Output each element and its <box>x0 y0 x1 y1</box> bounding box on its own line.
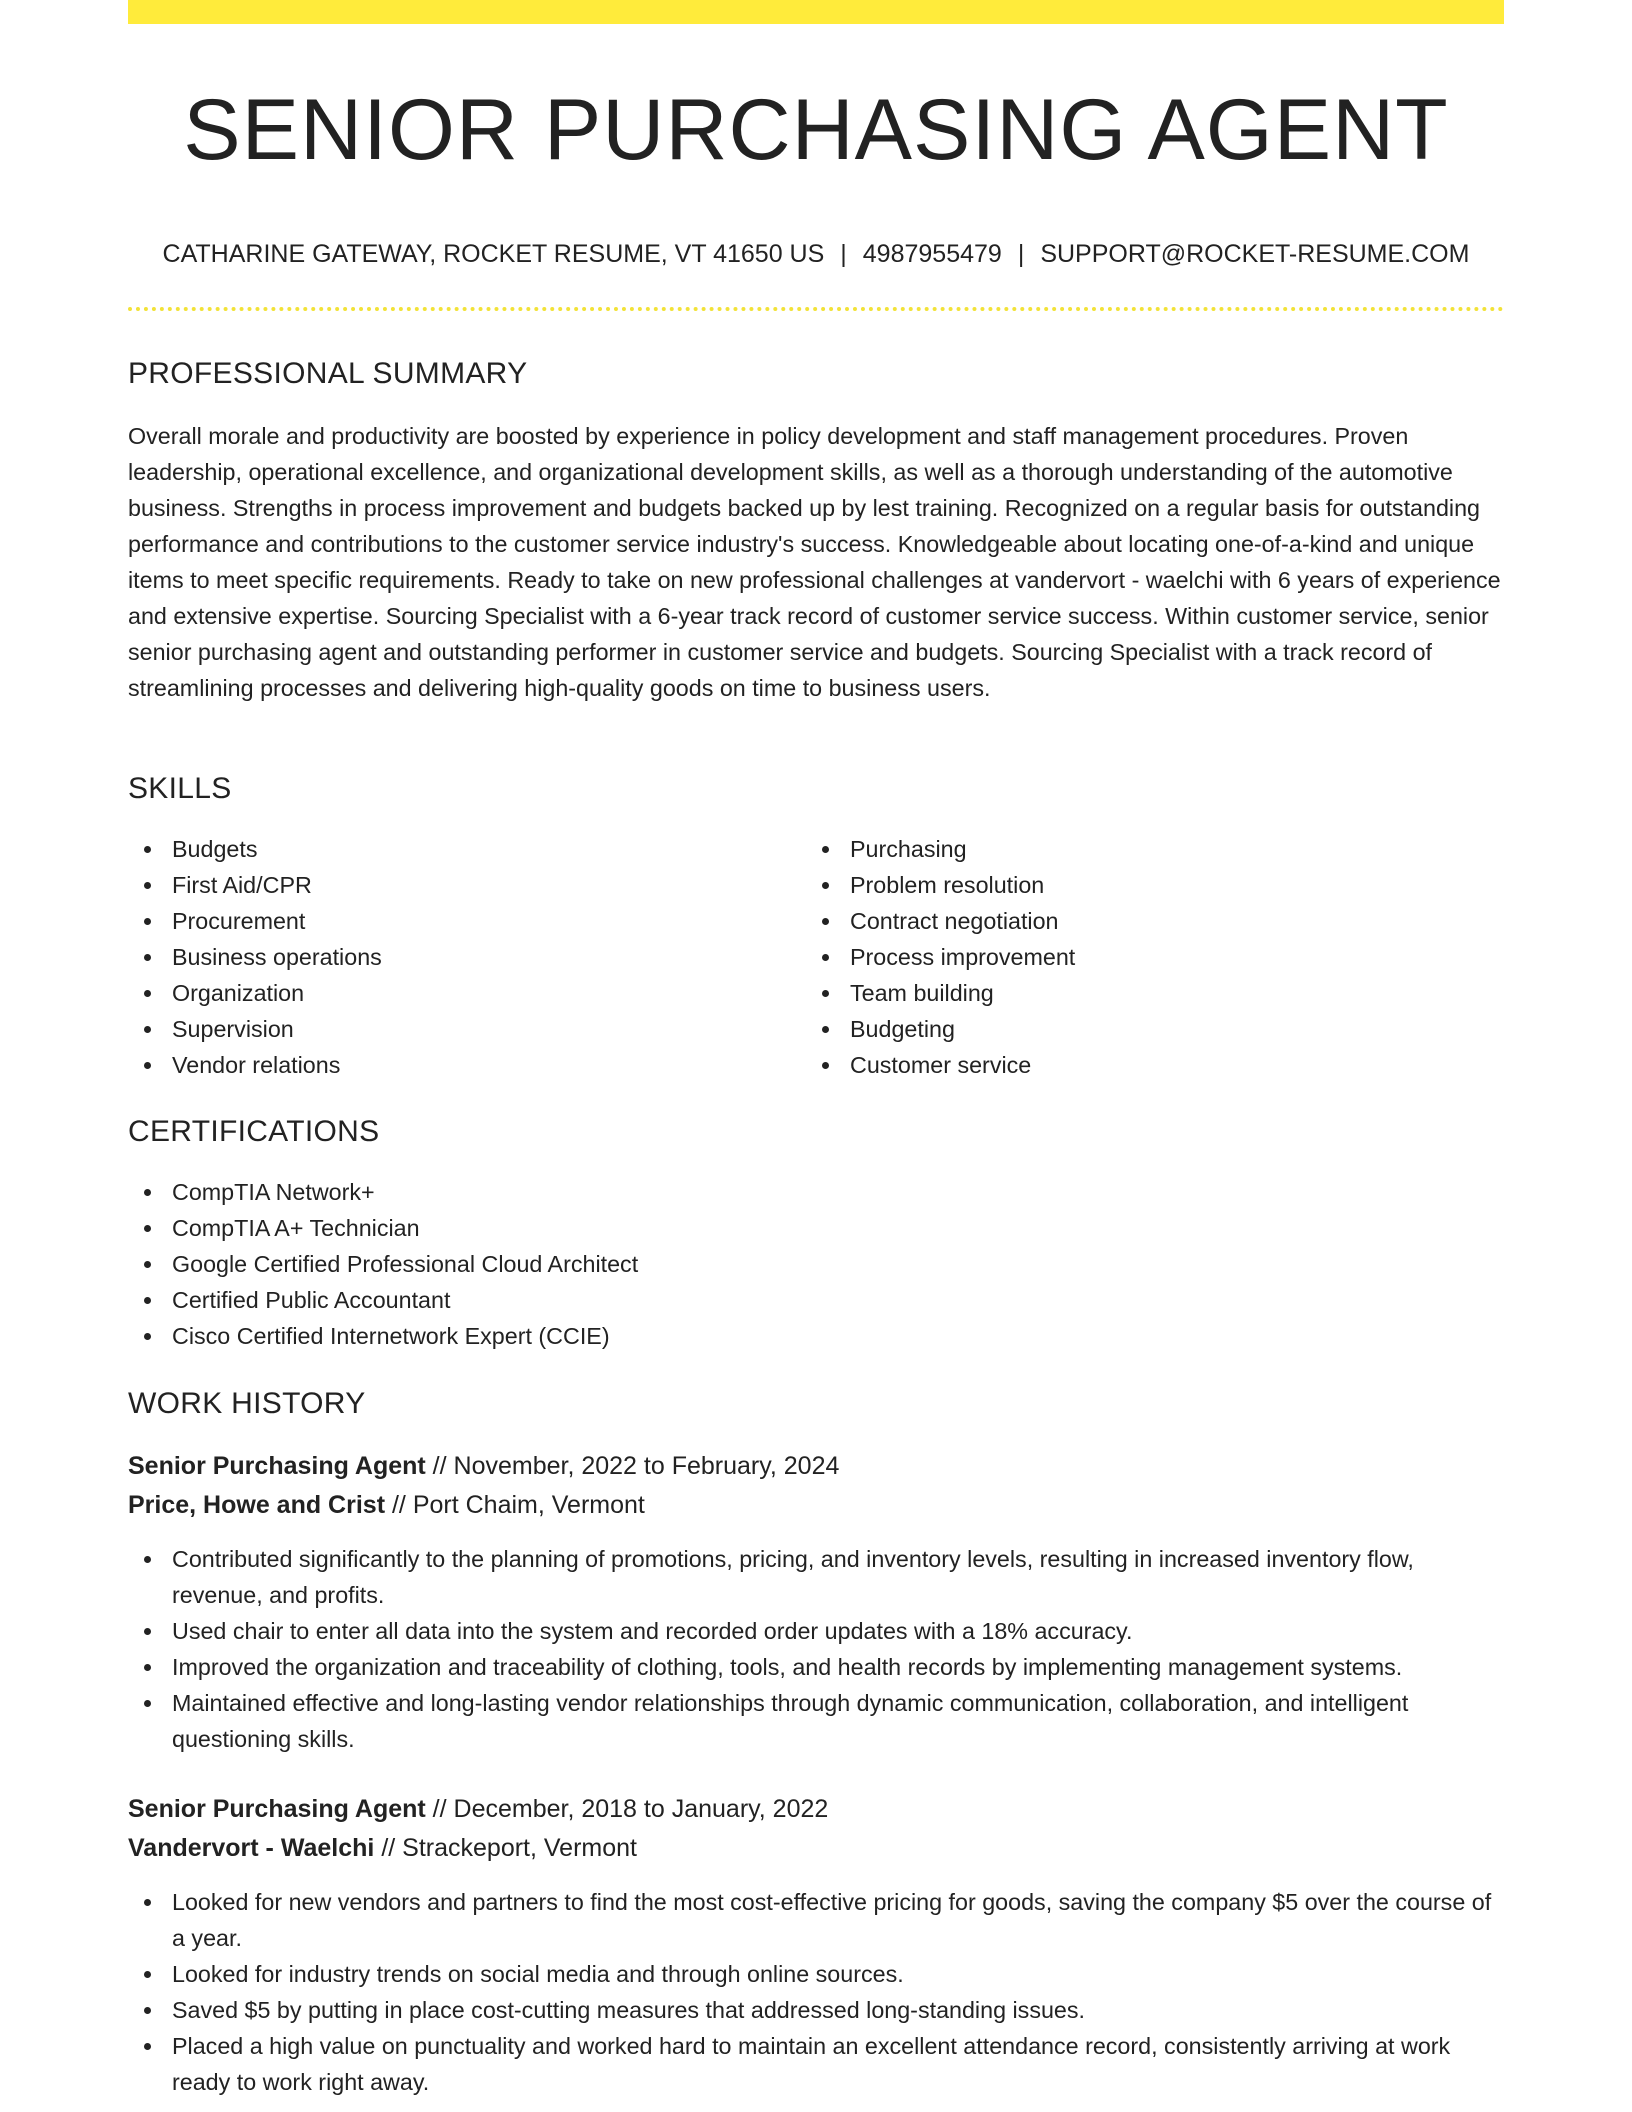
skill-item: Supervision <box>128 1011 788 1047</box>
contact-separator: | <box>840 240 847 268</box>
job-company-line <box>128 1486 1504 1524</box>
summary-text: Overall morale and productivity are boosted by experience in policy development and staff management procedures. Proven leadership, operational excellence, and organizational development skills, as well as a thorough understanding of the automotive business. Strengths in process improvement and budgets backed up by lest training. Recognized on a regular basis for outstanding performance and contributions to the customer service industry's success. Knowledgeable about locating one-of-a-kind and unique items to meet specific requirements. Ready to take on new professional challenges at vandervort - waelchi with 6 years of experience and extensive expertise. Sourcing Specialist with a 6-year track record of customer service success. Within customer service, senior senior purchasing agent and outstanding performer in customer service and budgets. Sourcing Specialist with a track record of streamlining processes and delivering high-quality goods on time to business users. <box>128 423 1501 701</box>
skill-item: Business operations <box>128 939 788 975</box>
job-company: Price, Howe and Crist <box>128 1491 386 1519</box>
job-bullet-list <box>128 1884 1504 2100</box>
skill-item: Organization <box>128 975 788 1011</box>
certification-item: Cisco Certified Internetwork Expert (CCIE) <box>128 1318 1504 1354</box>
skill-item: Process improvement <box>806 939 1466 975</box>
contact-phone: 4987955479 <box>862 240 1002 268</box>
job-bullet-list <box>128 1541 1504 1757</box>
job-bullet: Looked for new vendors and partners to find the most cost-effective pricing for goods, saving the company $5 over the course of a year. <box>128 1884 1504 1956</box>
job-title: Senior Purchasing Agent <box>128 1795 426 1823</box>
skill-item: Budgeting <box>806 1011 1466 1047</box>
job-bullet: Placed a high value on punctuality and worked hard to maintain an excellent attendance record, consistently arriving at work ready to work right away. <box>128 2028 1504 2100</box>
contact-address: CATHARINE GATEWAY, ROCKET RESUME, VT 41650 US <box>162 240 825 268</box>
job-bullet: Contributed significantly to the planning of promotions, pricing, and inventory levels, resulting in increased inventory flow, revenue, and profits. <box>128 1541 1504 1613</box>
certification-item: Google Certified Professional Cloud Architect <box>128 1246 1504 1282</box>
skill-item: Purchasing <box>806 831 1466 867</box>
skill-item: First Aid/CPR <box>128 867 788 903</box>
job-company-line <box>128 1829 1504 1867</box>
skill-item: Contract negotiation <box>806 903 1466 939</box>
work-history-heading: WORK HISTORY <box>128 1387 366 1420</box>
job-title: Senior Purchasing Agent <box>128 1452 426 1480</box>
job-location: // Strackeport, Vermont <box>374 1834 637 1862</box>
contact-line <box>128 236 1504 272</box>
certification-item: CompTIA A+ Technician <box>128 1210 1504 1246</box>
skill-item: Vendor relations <box>128 1047 788 1083</box>
certifications-heading: CERTIFICATIONS <box>128 1115 380 1148</box>
skills-heading: SKILLS <box>128 772 232 805</box>
contact-separator: | <box>1017 240 1025 268</box>
job-dates: // November, 2022 to February, 2024 <box>425 1452 840 1480</box>
job-bullet: Improved the organization and traceability of clothing, tools, and health records by implementing management systems. <box>128 1649 1504 1685</box>
certification-item: CompTIA Network+ <box>128 1174 1504 1210</box>
skill-item: Budgets <box>128 831 788 867</box>
skill-item: Procurement <box>128 903 788 939</box>
job-dates: // December, 2018 to January, 2022 <box>425 1795 829 1823</box>
job-title-line <box>128 1790 1504 1828</box>
certifications-list <box>128 1174 1504 1354</box>
header-divider <box>128 307 1504 311</box>
summary-heading: PROFESSIONAL SUMMARY <box>128 357 528 390</box>
job-company: Vandervort - Waelchi <box>128 1834 375 1862</box>
job-bullet: Saved $5 by putting in place cost-cutting measures that addressed long-standing issues. <box>128 1992 1504 2028</box>
page-title: SENIOR PURCHASING AGENT <box>183 82 1449 178</box>
skill-item: Customer service <box>806 1047 1466 1083</box>
skills-list-right <box>806 831 1466 1083</box>
skill-item: Team building <box>806 975 1466 1011</box>
contact-email: SUPPORT@ROCKET-RESUME.COM <box>1040 240 1470 268</box>
job-bullet: Used chair to enter all data into the system and recorded order updates with a 18% accuracy. <box>128 1613 1504 1649</box>
skill-item: Problem resolution <box>806 867 1466 903</box>
job-location: // Port Chaim, Vermont <box>385 1491 645 1519</box>
certification-item: Certified Public Accountant <box>128 1282 1504 1318</box>
job-title-line <box>128 1447 1504 1485</box>
skills-list-left <box>128 831 788 1083</box>
job-bullet: Looked for industry trends on social media and through online sources. <box>128 1956 1504 1992</box>
accent-top-bar <box>128 0 1504 24</box>
job-bullet: Maintained effective and long-lasting vendor relationships through dynamic communication, collaboration, and intelligent questioning skills. <box>128 1685 1504 1757</box>
